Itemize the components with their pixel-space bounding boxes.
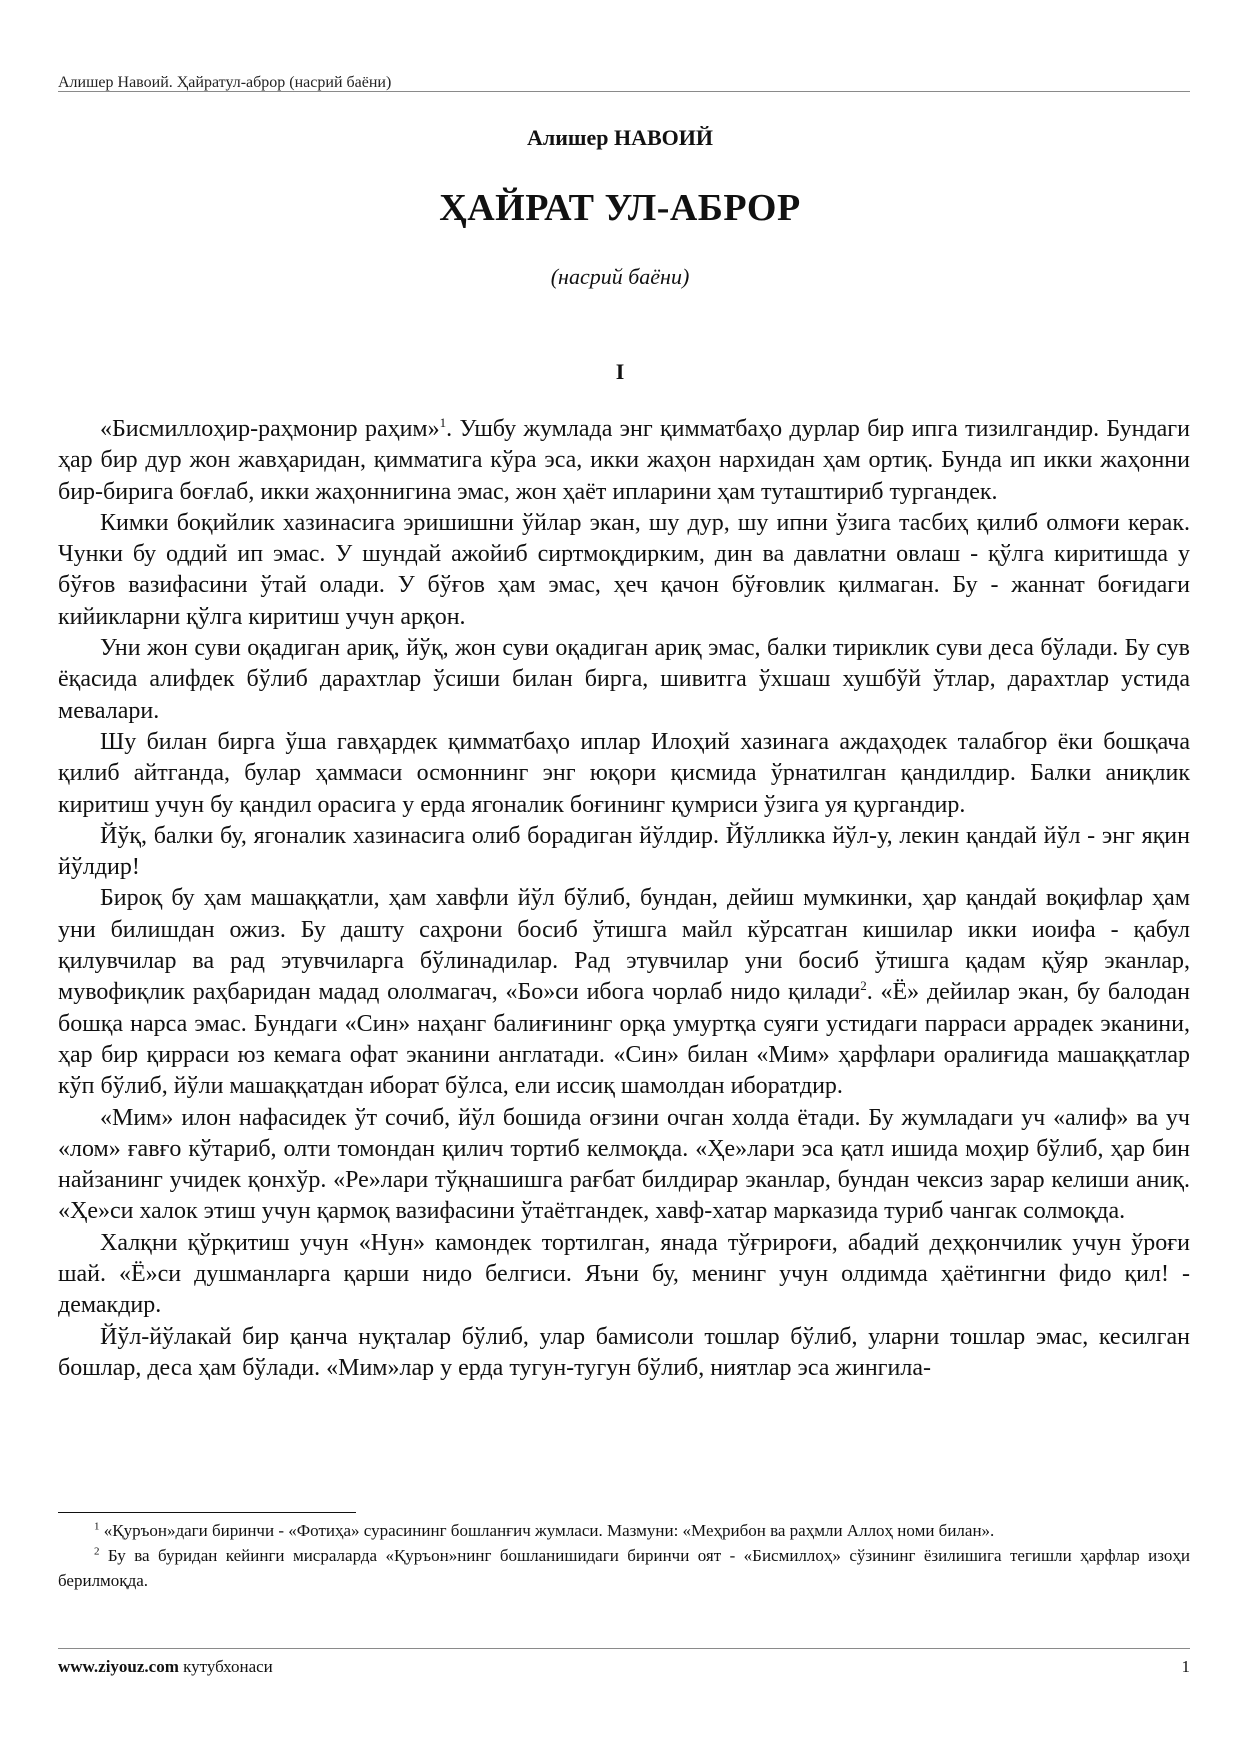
paragraph bbox=[58, 414, 1190, 508]
footnotes bbox=[58, 1518, 1190, 1593]
footnote-ref[interactable]: 1 bbox=[439, 415, 447, 430]
paragraph: Шу билан бирга ўша гавҳардек қимматбаҳо иплар Илоҳий хазинага аждаҳодек талабгор ёки бошқача қилиб айтганда, булар ҳаммаси осмоннинг энг юқори қисмида ўрнатилган қандилдир. Балки аниқлик киритиш учун бу қандил орасига у ерда ягоналик боғининг қумриси ўзига уя қургандир. bbox=[58, 728, 1190, 818]
page-footer bbox=[58, 1657, 1190, 1677]
footnote-divider bbox=[58, 1512, 356, 1513]
site-link[interactable]: www.ziyouz.com bbox=[58, 1657, 179, 1676]
paragraph: Уни жон суви оқадиган ариқ, йўқ, жон суви оқадиган ариқ эмас, балки тириклик суви деса бўлади. Бу сув ёқасида алифдек бўлиб дарахтлар ўсиши билан бирга, шивитга ўхшаш хушбўй ўтлар, дарахтлар устида мевалари. bbox=[58, 635, 1190, 724]
subtitle: (насрий баёни) bbox=[550, 264, 690, 289]
footnote-text: Бу ва буридан кейинги мисраларда «Қуръон»нинг бошланишидаги биринчи оят - «Бисмиллоҳ» сўзининг ёзилишига тегишли ҳарфлар изоҳи берилмоқда. bbox=[58, 1546, 1190, 1590]
running-header: Алишер Навоий. Ҳайратул-аброр (насрий баёни) bbox=[58, 74, 392, 91]
footnote bbox=[58, 1543, 1190, 1593]
paragraph: Йўл-йўлакай бир қанча нуқталар бўлиб, улар бамисоли тошлар бўлиб, уларни тошлар эмас, кесилган бошлар, деса ҳам бўлади. «Мим»лар у ерда тугун-тугун бўлиб, ниятлар эса жингила- bbox=[58, 1323, 1190, 1381]
author-name: Алишер НАВОИЙ bbox=[527, 125, 713, 150]
paragraph-text: «Бисмиллоҳир-раҳмонир раҳим» bbox=[100, 416, 440, 442]
footnote bbox=[58, 1518, 1190, 1543]
footnote-ref[interactable]: 2 bbox=[860, 978, 867, 994]
header-divider bbox=[58, 91, 1190, 92]
paragraph: Йўқ, балки бу, ягоналик хазинасига олиб борадиган йўлдир. Йўлликка йўл-у, лекин қандай йўл - энг яқин йўлдир! bbox=[58, 822, 1190, 881]
footnote-mark: 1 bbox=[94, 1520, 100, 1533]
paragraph-text: Бироқ бу ҳам машаққатли, ҳам хавфли йўл бўлиб, бундан, дейиш мумкинки, ҳар қандай воқифлар ҳам уни билишдан ожиз. Бу дашту саҳрони босиб ўтишга майл кўрсатган кишилар икки иоифа - қабул қилувчилар ва рад этувчиларга бўлинадилар. Рад этувчилар уни босиб ўтишга қадам қўяр эканлар, мувофиқлик раҳбаридан мадад ололмагач, «Бо»си ибога чорлаб нидо қилади bbox=[58, 885, 1190, 1006]
page-number: 1 bbox=[1181, 1657, 1190, 1676]
paragraph-text: . Ушбу жумлада энг қимматбаҳо дурлар бир ипга тизилгандир. Бундаги ҳар бир дур жон жавҳаридан, қимматига кўра эса, икки жаҳон нархидан ҳам ортиқ. Бунда ип икки жаҳонни бир-бирига боғлаб, икки жаҳоннигина эмас, жон ҳаёт ипларини ҳам туташтириб тургандек. bbox=[58, 416, 1190, 505]
paragraph-text: . «Ё» дейилар экан, бу балодан бошқа нарса эмас. Бундаги «Син» наҳанг балиғининг орқа умуртқа суяги устидаги парраси аррадек эканини, ҳар бир қирраси юз кемага офат эканини англатади. «Син» билан «Мим» ҳарфлари оралиғида машаққатлар кўп бўлиб, йўли машаққатдан иборат бўлса, ели иссиқ шамолдан иборатдир. bbox=[58, 979, 1190, 1100]
section-number: I bbox=[615, 359, 625, 384]
body-text bbox=[58, 414, 1190, 1384]
paragraph: «Мим» илон нафасидек ўт сочиб, йўл бошида оғзини очган холда ётади. Бу жумладаги уч «алиф» ва уч «лом» ғавғо кўтариб, олти томондан қилич тортиб келмоқда. «Ҳе»лари эса қатл ишида моҳир бўлиб, ҳар бин найзанинг учидек қонхўр. «Ре»лари тўқнашишга рағбат билдирар эканлар, бундан чексиз зарар келиши аниқ. «Ҳе»си халок этиш учун қармоқ вазифасини ўтаётгандек, хавф-хатар марказида туриб чангак солмоқда. bbox=[58, 1104, 1190, 1225]
paragraph: Кимки боқийлик хазинасига эришишни ўйлар экан, шу дур, шу ипни ўзига тасбиҳ қилиб олмоғи керак. Чунки бу оддий ип эмас. У шундай ажойиб сиртмоқдирким, дин ва давлатни овлаш - қўлга киритишда у бўғов вазифасини ўтай олади. У бўғов ҳам эмас, ҳеч қачон бўғовлик қилмаган. Бу - жаннат боғидаги кийикларни қўлга киритиш учун арқон. bbox=[58, 509, 1190, 630]
paragraph: Халқни қўрқитиш учун «Нун» камондек тортилган, янада тўғрироғи, абадий деҳқончилик учун ўроғи шай. «Ё»си душманларга қарши нидо белгиси. Яъни бу, менинг учун олдимда ҳаётингни фидо қил! - демакдир. bbox=[58, 1229, 1190, 1319]
footnote-mark: 2 bbox=[94, 1545, 100, 1558]
paragraph bbox=[58, 883, 1190, 1102]
footer-library-label: кутубхонаси bbox=[178, 1657, 273, 1676]
footer-divider bbox=[58, 1648, 1190, 1649]
footnote-text: «Қуръон»даги биринчи - «Фотиҳа» сурасининг бошланғич жумласи. Мазмуни: «Меҳрибон ва раҳмли Аллоҳ номи билан». bbox=[99, 1521, 995, 1540]
page-title: ҲАЙРАТ УЛ-АБРОР bbox=[439, 187, 801, 229]
